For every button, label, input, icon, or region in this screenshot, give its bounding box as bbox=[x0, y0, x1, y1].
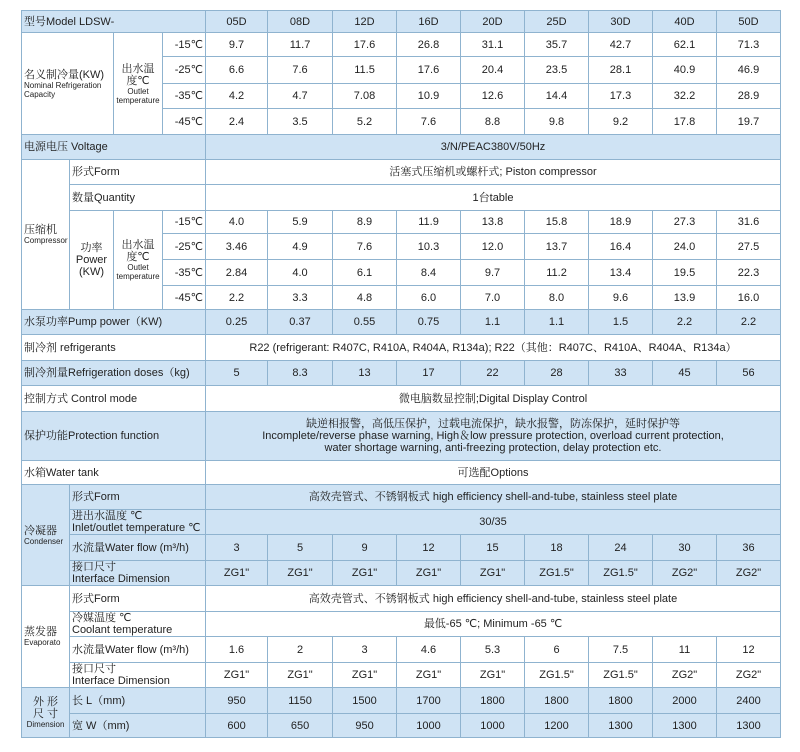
value-cell: 30 bbox=[653, 535, 717, 561]
value-cell: 2.2 bbox=[653, 310, 717, 335]
evaporator-iface-label bbox=[70, 663, 206, 688]
pump-row bbox=[22, 310, 781, 335]
model-cell: 50D bbox=[717, 11, 781, 33]
value-cell: 2 bbox=[268, 637, 333, 663]
value-cell: 28.1 bbox=[589, 57, 653, 84]
model-cell: 30D bbox=[589, 11, 653, 33]
temp-cell: -45℃ bbox=[163, 286, 206, 310]
value-cell: 46.9 bbox=[717, 57, 781, 84]
iface-en: Interface Dimension bbox=[72, 675, 170, 687]
value-cell: 6.0 bbox=[397, 286, 461, 310]
protection-line: 缺逆相报警，高低压保护，过载电流保护，缺水报警，防冻保护，延时保护等 bbox=[306, 418, 681, 430]
value-cell: 42.7 bbox=[589, 33, 653, 57]
voltage-value: 3/N/PEAC380V/50Hz bbox=[206, 135, 781, 160]
value-cell: 1.1 bbox=[525, 310, 589, 335]
temp-cell: -35℃ bbox=[163, 260, 206, 286]
evaporator-label-cn: 蒸发器 bbox=[24, 626, 57, 638]
value-cell: 11.7 bbox=[268, 33, 333, 57]
value-cell: 7.0 bbox=[461, 286, 525, 310]
outlet-cn: 出水温度℃ bbox=[121, 62, 155, 87]
power-label-unit: (KW) bbox=[78, 266, 105, 278]
refrigerant-label: 制冷剂 refrigerants bbox=[22, 335, 206, 361]
iface-en: Interface Dimension bbox=[72, 573, 170, 585]
value-cell: 17.8 bbox=[653, 109, 717, 135]
value-cell: 4.0 bbox=[268, 260, 333, 286]
value-cell: 27.5 bbox=[717, 234, 781, 260]
model-cell: 40D bbox=[653, 11, 717, 33]
value-cell: 1300 bbox=[589, 714, 653, 738]
pump-label: 水泵功率Pump power（KW) bbox=[22, 310, 206, 335]
evaporator-form-value: 高效壳管式、不锈钢板式 high efficiency shell-and-tube, stainless steel plate bbox=[206, 586, 781, 612]
value-cell: 3.46 bbox=[206, 234, 268, 260]
value-cell: 7.6 bbox=[333, 234, 397, 260]
value-cell: 18 bbox=[525, 535, 589, 561]
value-cell: 1500 bbox=[333, 688, 397, 714]
value-cell: 27.3 bbox=[653, 211, 717, 234]
dimension-row-label: 宽 W（mm) bbox=[70, 714, 206, 738]
value-cell: 950 bbox=[206, 688, 268, 714]
condenser-label-cn: 冷凝器 bbox=[24, 524, 57, 537]
condenser-inout-row bbox=[22, 510, 781, 535]
value-cell: 15 bbox=[461, 535, 525, 561]
protection-row bbox=[22, 412, 781, 461]
value-cell: 1300 bbox=[653, 714, 717, 738]
value-cell: 2000 bbox=[653, 688, 717, 714]
model-cell: 25D bbox=[525, 11, 589, 33]
value-cell: 31.1 bbox=[461, 33, 525, 57]
value-cell: 19.7 bbox=[717, 109, 781, 135]
value-cell: ZG1" bbox=[397, 663, 461, 688]
value-cell: 5 bbox=[268, 535, 333, 561]
compressor-form-label: 形式Form bbox=[70, 160, 206, 185]
value-cell: 35.7 bbox=[525, 33, 589, 57]
protection-value bbox=[206, 412, 781, 461]
value-cell: 17.3 bbox=[589, 84, 653, 109]
value-cell: 12.0 bbox=[461, 234, 525, 260]
model-cell: 08D bbox=[268, 11, 333, 33]
value-cell: ZG1.5" bbox=[589, 663, 653, 688]
voltage-label: 电源电压 Voltage bbox=[22, 135, 206, 160]
value-cell: 31.6 bbox=[717, 211, 781, 234]
value-cell: 1800 bbox=[525, 688, 589, 714]
value-cell: 3.3 bbox=[268, 286, 333, 310]
value-cell: 9 bbox=[333, 535, 397, 561]
value-cell: 3 bbox=[333, 637, 397, 663]
value-cell: 13 bbox=[333, 361, 397, 386]
value-cell: 7.08 bbox=[333, 84, 397, 109]
value-cell: ZG1" bbox=[333, 561, 397, 586]
value-cell: 8.0 bbox=[525, 286, 589, 310]
value-cell: 6.6 bbox=[206, 57, 268, 84]
value-cell: 4.9 bbox=[268, 234, 333, 260]
value-cell: ZG1" bbox=[206, 663, 268, 688]
compressor-outlet-label bbox=[114, 211, 163, 310]
value-cell: ZG1.5" bbox=[525, 663, 589, 688]
model-cell: 12D bbox=[333, 11, 397, 33]
value-cell: ZG1.5" bbox=[589, 561, 653, 586]
nominal-label-cn: 名义制冷量(KW) bbox=[24, 68, 105, 81]
value-cell: 5.2 bbox=[333, 109, 397, 135]
compressor-label-en: Compressor bbox=[24, 236, 68, 245]
compressor-label bbox=[22, 160, 70, 310]
value-cell: 2.2 bbox=[717, 310, 781, 335]
temp-cell: -25℃ bbox=[163, 57, 206, 84]
compressor-label-cn: 压缩机 bbox=[24, 224, 57, 236]
dimension-label-cn: 尺 寸 bbox=[32, 708, 59, 720]
nominal-outlet-label bbox=[114, 33, 163, 135]
value-cell: ZG1" bbox=[397, 561, 461, 586]
iface-cn: 接口尺寸 bbox=[72, 561, 116, 573]
model-cell: 16D bbox=[397, 11, 461, 33]
dimension-label-cn: 外 形 bbox=[32, 696, 59, 708]
model-cell: 05D bbox=[206, 11, 268, 33]
coolant-en: Coolant temperature bbox=[72, 624, 173, 636]
value-cell: 1.1 bbox=[461, 310, 525, 335]
condenser-iface-row bbox=[22, 561, 781, 586]
value-cell: 0.37 bbox=[268, 310, 333, 335]
inout-en: Inlet/outlet temperature ℃ bbox=[72, 522, 201, 534]
value-cell: 1800 bbox=[461, 688, 525, 714]
value-cell: 14.4 bbox=[525, 84, 589, 109]
temp-cell: -25℃ bbox=[163, 234, 206, 260]
value-cell: 1300 bbox=[717, 714, 781, 738]
value-cell: 56 bbox=[717, 361, 781, 386]
value-cell: 18.9 bbox=[589, 211, 653, 234]
value-cell: 19.5 bbox=[653, 260, 717, 286]
condenser-flow-label: 水流量Water flow (m³/h) bbox=[70, 535, 206, 561]
value-cell: 11 bbox=[653, 637, 717, 663]
value-cell: 22 bbox=[461, 361, 525, 386]
value-cell: 1700 bbox=[397, 688, 461, 714]
value-cell: 1200 bbox=[525, 714, 589, 738]
value-cell: 26.8 bbox=[397, 33, 461, 57]
value-cell: 13.7 bbox=[525, 234, 589, 260]
spec-table bbox=[21, 10, 781, 738]
value-cell: ZG2" bbox=[717, 663, 781, 688]
value-cell: 28.9 bbox=[717, 84, 781, 109]
evaporator-flow-row bbox=[22, 637, 781, 663]
value-cell: 45 bbox=[653, 361, 717, 386]
control-value: 微电脑数显控制;Digital Display Control bbox=[206, 386, 781, 412]
dimension-row bbox=[22, 714, 781, 738]
evaporator-coolant-value: 最低-65 ℃; Minimum -65 ℃ bbox=[206, 612, 781, 637]
model-cell: 20D bbox=[461, 11, 525, 33]
value-cell: ZG1" bbox=[206, 561, 268, 586]
value-cell: 16.4 bbox=[589, 234, 653, 260]
condenser-form-label: 形式Form bbox=[70, 485, 206, 510]
value-cell: 10.9 bbox=[397, 84, 461, 109]
compressor-qty-row bbox=[22, 185, 781, 211]
value-cell: 2.84 bbox=[206, 260, 268, 286]
value-cell: 23.5 bbox=[525, 57, 589, 84]
power-label bbox=[70, 211, 114, 310]
value-cell: 5 bbox=[206, 361, 268, 386]
condenser-label-en: Condenser bbox=[24, 536, 64, 546]
value-cell: 24 bbox=[589, 535, 653, 561]
value-cell: ZG1" bbox=[461, 663, 525, 688]
condenser-iface-label bbox=[70, 561, 206, 586]
value-cell: 7.6 bbox=[268, 57, 333, 84]
value-cell: 24.0 bbox=[653, 234, 717, 260]
value-cell: 1150 bbox=[268, 688, 333, 714]
condenser-inout-label bbox=[70, 510, 206, 535]
temp-cell: -15℃ bbox=[163, 211, 206, 234]
voltage-row bbox=[22, 135, 781, 160]
value-cell: 9.8 bbox=[525, 109, 589, 135]
value-cell: 9.2 bbox=[589, 109, 653, 135]
value-cell: 10.3 bbox=[397, 234, 461, 260]
evaporator-iface-row bbox=[22, 663, 781, 688]
value-cell: ZG2" bbox=[653, 663, 717, 688]
temp-cell: -45℃ bbox=[163, 109, 206, 135]
value-cell: 22.3 bbox=[717, 260, 781, 286]
value-cell: 71.3 bbox=[717, 33, 781, 57]
temp-cell: -35℃ bbox=[163, 84, 206, 109]
value-cell: 17.6 bbox=[397, 57, 461, 84]
compressor-qty-value: 1台table bbox=[206, 185, 781, 211]
value-cell: 0.25 bbox=[206, 310, 268, 335]
value-cell: 11.5 bbox=[333, 57, 397, 84]
value-cell: 4.0 bbox=[206, 211, 268, 234]
value-cell: 7.5 bbox=[589, 637, 653, 663]
value-cell: 11.9 bbox=[397, 211, 461, 234]
value-cell: 13.8 bbox=[461, 211, 525, 234]
value-cell: 1000 bbox=[461, 714, 525, 738]
dimension-row bbox=[22, 688, 781, 714]
value-cell: ZG1.5" bbox=[525, 561, 589, 586]
value-cell: 33 bbox=[589, 361, 653, 386]
value-cell: 4.2 bbox=[206, 84, 268, 109]
refrigerant-row bbox=[22, 335, 781, 361]
dimension-label-en: Dimension bbox=[26, 720, 65, 729]
value-cell: 8.8 bbox=[461, 109, 525, 135]
value-cell: 40.9 bbox=[653, 57, 717, 84]
value-cell: 1800 bbox=[589, 688, 653, 714]
value-cell: 8.4 bbox=[397, 260, 461, 286]
value-cell: 8.9 bbox=[333, 211, 397, 234]
value-cell: 7.6 bbox=[397, 109, 461, 135]
value-cell: 600 bbox=[206, 714, 268, 738]
nominal-label-en: Nominal Refrigeration Capacity bbox=[24, 80, 102, 99]
model-label: 型号Model LDSW- bbox=[22, 11, 206, 33]
protection-line: Incomplete/reverse phase warning, High＆low pressure protection, overload current protection, bbox=[262, 430, 724, 442]
value-cell: 5.9 bbox=[268, 211, 333, 234]
value-cell: 16.0 bbox=[717, 286, 781, 310]
value-cell: 36 bbox=[717, 535, 781, 561]
dimension-label bbox=[22, 688, 70, 738]
condenser-label bbox=[22, 485, 70, 586]
value-cell: 0.75 bbox=[397, 310, 461, 335]
compressor-form-value: 活塞式压缩机或螺杆式; Piston compressor bbox=[206, 160, 781, 185]
value-cell: 2.4 bbox=[206, 109, 268, 135]
value-cell: 4.7 bbox=[268, 84, 333, 109]
coolant-cn: 冷媒温度 ℃ bbox=[72, 612, 132, 624]
value-cell: 3 bbox=[206, 535, 268, 561]
condenser-form-row bbox=[22, 485, 781, 510]
tank-label: 水箱Water tank bbox=[22, 461, 206, 485]
value-cell: ZG1" bbox=[268, 663, 333, 688]
evaporator-label bbox=[22, 586, 70, 688]
value-cell: 20.4 bbox=[461, 57, 525, 84]
nominal-row bbox=[22, 33, 781, 57]
outlet-en: Outlet temperature bbox=[116, 86, 160, 105]
dimension-row-label: 长 L（mm) bbox=[70, 688, 206, 714]
value-cell: 13.4 bbox=[589, 260, 653, 286]
evaporator-coolant-row bbox=[22, 612, 781, 637]
power-label-en: Power bbox=[75, 254, 108, 266]
value-cell: 62.1 bbox=[653, 33, 717, 57]
value-cell: 17.6 bbox=[333, 33, 397, 57]
compressor-power-row bbox=[22, 211, 781, 234]
value-cell: 0.55 bbox=[333, 310, 397, 335]
value-cell: 2.2 bbox=[206, 286, 268, 310]
value-cell: 6.1 bbox=[333, 260, 397, 286]
evaporator-form-label: 形式Form bbox=[70, 586, 206, 612]
value-cell: 15.8 bbox=[525, 211, 589, 234]
value-cell: 4.8 bbox=[333, 286, 397, 310]
control-row bbox=[22, 386, 781, 412]
value-cell: 28 bbox=[525, 361, 589, 386]
value-cell: 650 bbox=[268, 714, 333, 738]
value-cell: 950 bbox=[333, 714, 397, 738]
value-cell: 1000 bbox=[397, 714, 461, 738]
value-cell: 5.3 bbox=[461, 637, 525, 663]
value-cell: 32.2 bbox=[653, 84, 717, 109]
value-cell: ZG1" bbox=[333, 663, 397, 688]
control-label: 控制方式 Control mode bbox=[22, 386, 206, 412]
compressor-qty-label: 数量Quantity bbox=[70, 185, 206, 211]
nominal-label bbox=[22, 33, 114, 135]
value-cell: 6 bbox=[525, 637, 589, 663]
tank-row bbox=[22, 461, 781, 485]
evaporator-form-row bbox=[22, 586, 781, 612]
value-cell: 12.6 bbox=[461, 84, 525, 109]
value-cell: 9.6 bbox=[589, 286, 653, 310]
value-cell: 13.9 bbox=[653, 286, 717, 310]
value-cell: ZG2" bbox=[653, 561, 717, 586]
value-cell: 12 bbox=[397, 535, 461, 561]
doses-label: 制冷剂量Refrigeration doses（kg) bbox=[22, 361, 206, 386]
value-cell: 4.6 bbox=[397, 637, 461, 663]
condenser-inout-value: 30/35 bbox=[206, 510, 781, 535]
outlet-en: Outlet temperature bbox=[116, 263, 160, 281]
power-label-cn: 功率 bbox=[80, 242, 103, 254]
inout-cn: 进出水温度 ℃ bbox=[72, 510, 143, 522]
iface-cn: 接口尺寸 bbox=[72, 663, 116, 675]
evaporator-flow-label: 水流量Water flow (m³/h) bbox=[70, 637, 206, 663]
outlet-cn: 出水温度℃ bbox=[121, 239, 155, 263]
value-cell: 3.5 bbox=[268, 109, 333, 135]
condenser-flow-row bbox=[22, 535, 781, 561]
tank-value: 可选配Options bbox=[206, 461, 781, 485]
protection-line: water shortage warning, anti-freezing protection, delay protection etc. bbox=[324, 442, 662, 454]
condenser-form-value: 高效壳管式、不锈钢板式 high efficiency shell-and-tube, stainless steel plate bbox=[206, 485, 781, 510]
value-cell: 11.2 bbox=[525, 260, 589, 286]
value-cell: 2400 bbox=[717, 688, 781, 714]
value-cell: ZG2" bbox=[717, 561, 781, 586]
temp-cell: -15℃ bbox=[163, 33, 206, 57]
value-cell: ZG1" bbox=[268, 561, 333, 586]
protection-label: 保护功能Protection function bbox=[22, 412, 206, 461]
value-cell: 17 bbox=[397, 361, 461, 386]
header-row bbox=[22, 11, 781, 33]
refrigerant-value: R22 (refrigerant: R407C, R410A, R404A, R134a); R22（其他：R407C、R410A、R404A、R134a） bbox=[206, 335, 781, 361]
evaporator-label-en: Evaporato bbox=[24, 638, 61, 647]
value-cell: 9.7 bbox=[461, 260, 525, 286]
value-cell: 1.5 bbox=[589, 310, 653, 335]
evaporator-coolant-label bbox=[70, 612, 206, 637]
compressor-form-row bbox=[22, 160, 781, 185]
value-cell: 1.6 bbox=[206, 637, 268, 663]
value-cell: 8.3 bbox=[268, 361, 333, 386]
value-cell: 9.7 bbox=[206, 33, 268, 57]
value-cell: ZG1" bbox=[461, 561, 525, 586]
value-cell: 12 bbox=[717, 637, 781, 663]
doses-row bbox=[22, 361, 781, 386]
